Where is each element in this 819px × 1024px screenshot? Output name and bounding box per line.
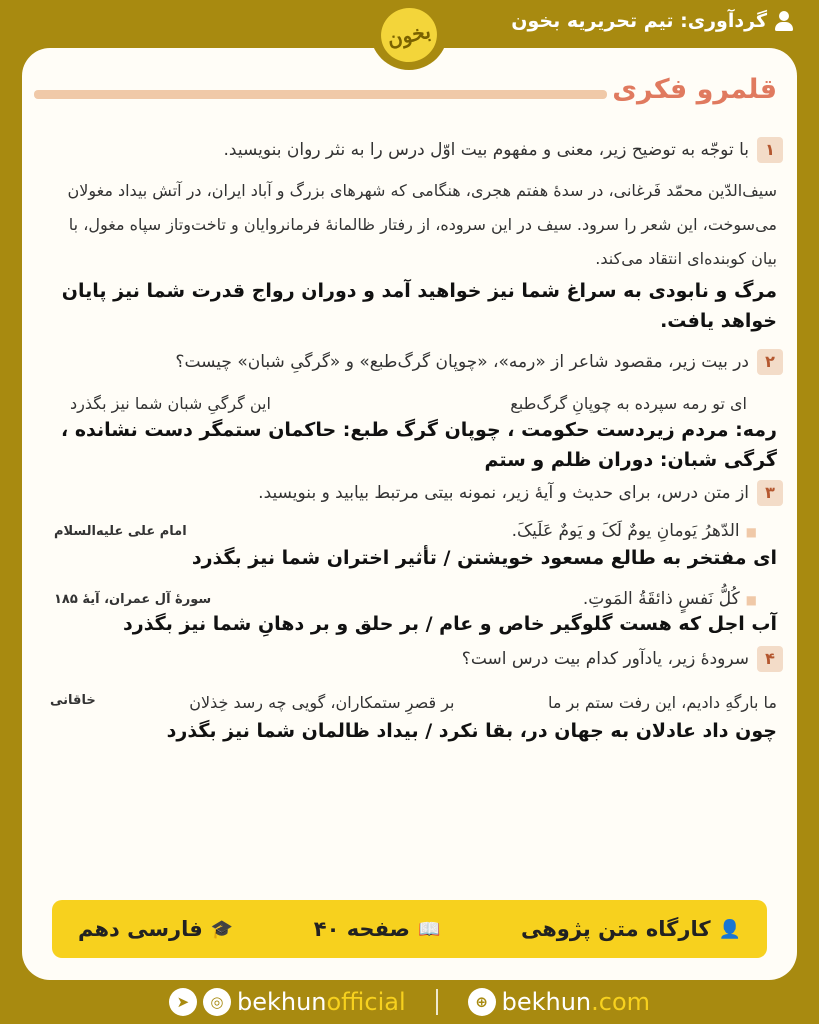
footer: [0, 980, 819, 1024]
poem-verse: [40, 693, 783, 712]
answer-text: گرگی شبان: دوران ظلم و ستم: [484, 449, 777, 471]
question-2: [40, 348, 783, 376]
instagram-icon[interactable]: ◎: [203, 988, 231, 1016]
question-prompt: با توجّه به توضیح زیر، معنی و مفهوم بیت اوّل درس را به نثر روان بنویسید.: [223, 140, 749, 160]
graduation-cap-icon: 🎓: [210, 918, 234, 940]
quran-source: سورهٔ آل عمران، آیهٔ ۱۸۵: [54, 591, 212, 607]
verse-first-half: ما بارگهِ دادیم، این رفت ستم بر ما: [547, 693, 777, 712]
poet-name: خاقانی: [50, 693, 96, 708]
verse-first-half: ای تو رمه سپرده به چوپانِ گرگ‌طبع: [510, 394, 747, 413]
question-4: [40, 645, 783, 673]
question-1: [40, 136, 783, 164]
question-prompt: سرودهٔ زیر، یادآور کدام بیت درس است؟: [461, 649, 749, 669]
book-open-icon: 📖: [417, 918, 441, 940]
book-name: 🎓 فارسی دهم: [78, 917, 234, 941]
section-header: [34, 76, 777, 110]
question-number: ۳: [757, 480, 783, 506]
quran-text: ■ کُلُّ نَفسٍ ذائقَةُ المَوتِ.: [583, 589, 757, 609]
logo-mark: بخون: [376, 3, 442, 67]
user-icon: [775, 11, 793, 31]
page-number: 📖 صفحه ۴۰: [313, 917, 441, 941]
question-3: [40, 479, 783, 507]
lesson-info-bar: [52, 900, 767, 958]
hadith-text: ■ الدّهرُ یَومانِ یومٌ لَکَ و یَومٌ عَلَیکَ.: [512, 521, 757, 541]
answer-text: ای مفتخر به طالع مسعود خویشتن / تأثیر اختران شما نیز بگذرد: [191, 547, 777, 569]
question-number: ۱: [757, 137, 783, 163]
website-link[interactable]: ⊕ bekhun.com: [468, 988, 650, 1016]
explanation-paragraph: سیف‌الدّین محمّد فَرغانی، در سدهٔ هفتم هجری، هنگامی که شهرهای بزرگ و آباد ایران، در آتش بیداد مغولان می‌سوخت، این شعر را سرود. سیف در این سروده، از رفتار ظالمانهٔ فرمانروایان و تاخت‌وتاز سپاه مغول، با بیان کوبنده‌ای انتقاد می‌کند.: [67, 181, 777, 268]
question-number: ۴: [757, 646, 783, 672]
answer-text: رمه: مردم زیردست حکومت ، چوپان گرگ طبع: حاکمان ستمگر دست نشانده ،: [61, 419, 777, 441]
question-number: ۲: [757, 349, 783, 375]
answer-text: آب اجل که هست گلوگیر خاص و عام / بر حلق و بر دهانِ شما نیز بگذرد: [123, 613, 777, 635]
telegram-icon[interactable]: ➤: [169, 988, 197, 1016]
answer-text: چون داد عادلان به جهان در، بقا نکرد / بیداد ظالمان شما نیز بگذرد: [166, 720, 777, 742]
section-title: قلمرو فکری: [612, 74, 777, 105]
social-handle[interactable]: ➤ ◎ bekhunofficial: [169, 988, 406, 1016]
verse-second-half: این گرگیِ شبان شما نیز بگذرد: [70, 394, 271, 413]
question-prompt: در بیت زیر، مقصود شاعر از «رمه»، «چوپان گرگ‌طبع» و «گرگیِ شبان» چیست؟: [175, 352, 749, 372]
hadith-item: [40, 521, 783, 541]
questions: [40, 128, 783, 746]
teacher-icon: 👤: [718, 918, 741, 940]
poem-verse: [40, 394, 783, 413]
lesson-name: 👤 کارگاه متن پژوهی: [520, 917, 741, 941]
credit-line: [511, 10, 793, 32]
question-prompt: از متن درس، برای حدیث و آیهٔ زیر، نمونه بیتی مرتبط بیابید و بنویسید.: [258, 483, 749, 503]
footer-divider: [436, 989, 438, 1015]
verse-second-half: بر قصرِ ستمکاران، گویی چه رسد خِذلان: [189, 693, 455, 712]
credit-text: گردآوری: تیم تحریریه بخون: [511, 10, 767, 32]
verse-item: [40, 589, 783, 609]
header-divider: [34, 90, 607, 99]
hadith-source: امام علی علیه‌السلام: [54, 523, 187, 539]
content-card: [22, 48, 797, 980]
answer-text: مرگ و نابودی به سراغ شما نیز خواهید آمد و دوران رواج قدرت شما نیز پایان خواهد یافت.: [61, 280, 777, 332]
globe-icon[interactable]: ⊕: [468, 988, 496, 1016]
